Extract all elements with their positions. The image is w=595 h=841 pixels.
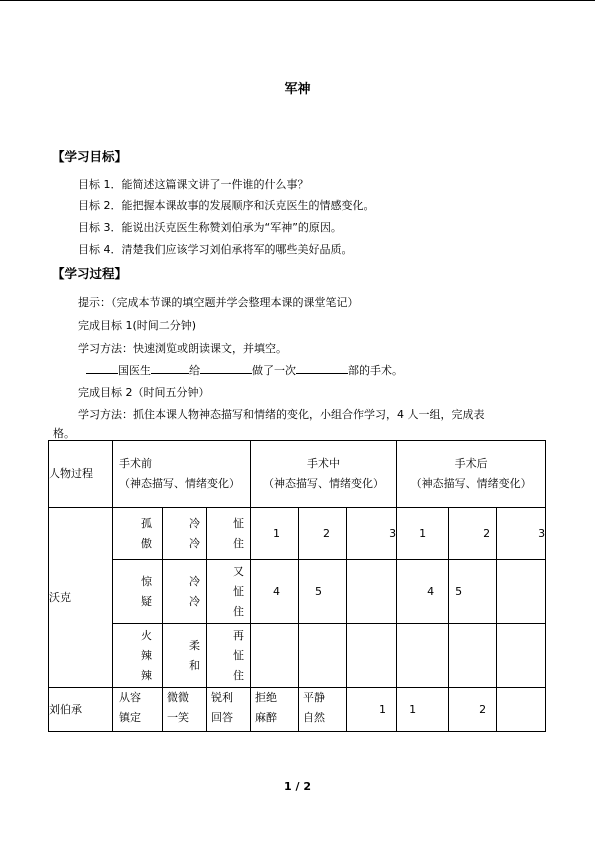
goal2-instruction: 完成目标 2（时间五分钟） — [78, 386, 210, 399]
table-row — [49, 624, 546, 688]
table-cell: 微微一笑 — [163, 688, 207, 732]
table-cell: 又怔住 — [207, 560, 251, 624]
fill-text-3: 做了一次 — [252, 364, 296, 377]
table-cell: 怔住 — [207, 508, 251, 560]
fill-blank-4[interactable] — [296, 363, 348, 374]
table-cell: 孤傲 — [113, 508, 163, 560]
table-cell: 平静自然 — [299, 688, 347, 732]
method2-text-cont: 格。 — [53, 427, 75, 440]
fill-text-2: 给 — [189, 364, 200, 377]
table-cell: 再怔住 — [207, 624, 251, 688]
table-cell: 冷冷 — [163, 560, 207, 624]
table-cell: 2 — [299, 508, 347, 560]
table-cell: 拒绝麻醉 — [251, 688, 299, 732]
table-row — [49, 688, 546, 732]
table-cell — [497, 560, 546, 624]
goal-item-1: 目标 1．能简述这篇课文讲了一件谁的什么事？ — [78, 178, 309, 191]
goal-item-3: 目标 3．能说出沃克医生称赞刘伯承为“军神”的原因。 — [78, 221, 342, 234]
table-cell: 2 — [449, 688, 497, 732]
fill-blank-2[interactable] — [151, 363, 189, 374]
table-cell — [449, 624, 497, 688]
header-during: 手术中 （神态描写、情绪变化） — [251, 441, 397, 508]
method1-text: 学习方法：快速浏览或朗读课文，并填空。 — [78, 342, 287, 355]
table-cell: 1 — [251, 508, 299, 560]
table-cell: 从容镇定 — [113, 688, 163, 732]
table-cell: 1 — [397, 688, 449, 732]
section-goals-heading: 【学习目标】 — [52, 149, 128, 164]
table-cell: 5 — [449, 560, 497, 624]
liu-label: 刘伯承 — [49, 688, 113, 732]
table-cell: 惊疑 — [113, 560, 163, 624]
table-cell: 冷冷 — [163, 508, 207, 560]
table-cell: 4 — [251, 560, 299, 624]
table-cell — [347, 560, 397, 624]
fill-text-1: 国医生 — [118, 364, 151, 377]
method2-text: 学习方法：抓住本课人物神态描写和情绪的变化，小组合作学习，4 人一组，完成表 — [78, 408, 485, 421]
table-cell — [397, 624, 449, 688]
table-cell: 5 — [299, 560, 347, 624]
header-rule — [0, 0, 595, 1]
table-cell: 3 — [347, 508, 397, 560]
table-header-row — [49, 441, 546, 508]
emotion-table — [48, 440, 546, 732]
table-cell — [251, 624, 299, 688]
table-cell: 锐利回答 — [207, 688, 251, 732]
table-cell: 1 — [397, 508, 449, 560]
table-cell: 1 — [347, 688, 397, 732]
header-after: 手术后 （神态描写、情绪变化） — [397, 441, 546, 508]
table-cell — [299, 624, 347, 688]
table-cell: 3 — [497, 508, 546, 560]
header-before: 手术前 （神态描写、情绪变化） — [113, 441, 251, 508]
fill-in-sentence — [86, 362, 403, 378]
fill-blank-3[interactable] — [200, 363, 252, 374]
table-cell — [497, 688, 546, 732]
table-cell: 4 — [397, 560, 449, 624]
goal1-instruction: 完成目标 1(时间二分钟) — [78, 319, 197, 332]
table-cell: 火辣辣 — [113, 624, 163, 688]
fill-text-4: 部的手术。 — [348, 364, 403, 377]
fill-blank-1[interactable] — [86, 363, 118, 374]
table-cell: 柔和 — [163, 624, 207, 688]
process-hint: 提示：（完成本节课的填空题并学会整理本课的课堂笔记） — [78, 296, 359, 309]
goal-item-2: 目标 2．能把握本课故事的发展顺序和沃克医生的情感变化。 — [78, 199, 375, 212]
page-title: 军神 — [284, 82, 311, 97]
table-cell — [497, 624, 546, 688]
walker-label: 沃克 — [49, 508, 113, 688]
section-process-heading: 【学习过程】 — [52, 266, 128, 281]
goal-item-4: 目标 4．清楚我们应该学习刘伯承将军的哪些美好品质。 — [78, 243, 353, 256]
table-row — [49, 560, 546, 624]
table-cell: 2 — [449, 508, 497, 560]
header-person: 人物过程 — [49, 441, 113, 508]
page-number: 1 / 2 — [284, 780, 311, 793]
table-cell — [347, 624, 397, 688]
table-row — [49, 508, 546, 560]
